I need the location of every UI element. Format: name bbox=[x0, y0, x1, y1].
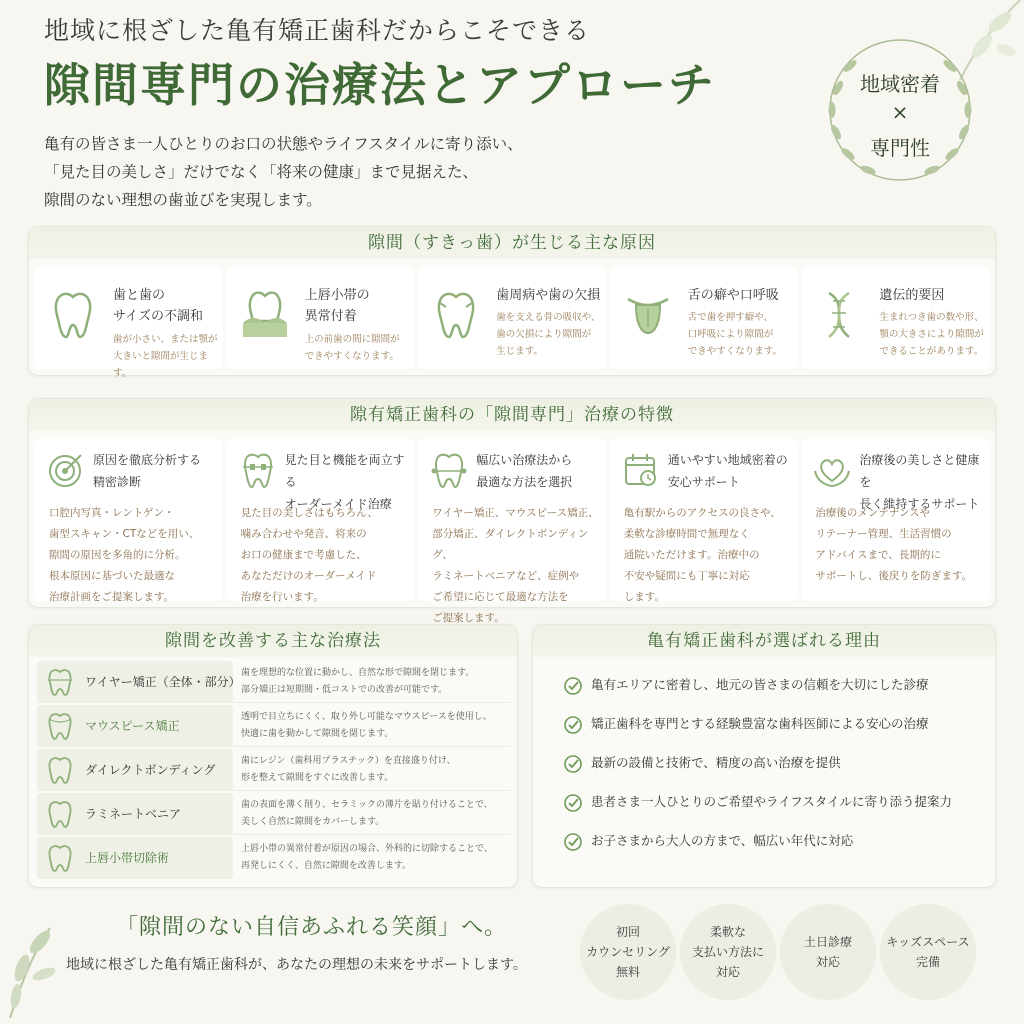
feature-desc: 亀有駅からのアクセスの良さや、 柔軟な診療時間で無理なく 通院いただけます。治療中の 不安や疑問にも丁寧に対応 します。 bbox=[623, 507, 781, 603]
calendar-icon bbox=[622, 451, 660, 489]
treatment-row bbox=[37, 749, 511, 791]
reasons-panel bbox=[532, 624, 996, 888]
feature-title: 通いやすい地域密着の 安心サポート bbox=[667, 453, 788, 489]
tooth-icon bbox=[45, 843, 75, 873]
treatment-desc: 歯を理想的な位置に動かし、自然な形で隙間を閉じます。 部分矯正は短期間・低コストでの改善が可能です。 bbox=[241, 668, 475, 695]
tongue-icon bbox=[624, 289, 672, 341]
check-circle-icon bbox=[563, 832, 583, 852]
check-circle-icon bbox=[563, 676, 583, 696]
cause-desc: 歯を支える骨の吸収や、 歯の欠損により隙間が 生じます。 bbox=[496, 312, 601, 357]
treatments-heading: 隙間を改善する主な治療法 bbox=[29, 625, 517, 657]
treatment-label bbox=[37, 749, 233, 791]
causes-panel bbox=[28, 226, 996, 379]
intro-line: 隙間のない理想の歯並びを実現します。 bbox=[44, 191, 322, 209]
cause-desc: 生まれつき歯の数や形、 顎の大きさにより隙間が できることがあります。 bbox=[879, 312, 984, 357]
causes-list bbox=[29, 261, 995, 379]
seal-badge bbox=[818, 28, 982, 192]
badge-weekend: 土日診療 対応 bbox=[780, 904, 876, 1000]
treatment-desc: 歯の表面を薄く削り、セラミックの薄片を貼り付けることで、 美しく自然に隙間をカバーします。 bbox=[241, 800, 493, 827]
target-icon bbox=[47, 451, 85, 489]
reason-item: お子さまから大人の方まで、幅広い年代に対応 bbox=[563, 831, 853, 852]
cause-desc: 歯が小さい、または顎が 大きいと隙間が生じます。 bbox=[113, 334, 218, 379]
cause-card bbox=[610, 267, 798, 369]
tagline: 「隙間のない自信あふれる笑顔」へ。 bbox=[116, 915, 508, 940]
aligner-tooth-icon bbox=[430, 451, 468, 489]
check-circle-icon bbox=[563, 715, 583, 735]
cause-desc: 舌で歯を押す癖や、 口呼吸により隙間が できやすくなります。 bbox=[687, 312, 783, 357]
features-panel bbox=[28, 398, 996, 624]
cause-card bbox=[35, 267, 223, 379]
seal-line: 専門性 bbox=[870, 136, 930, 160]
bottom-message bbox=[58, 904, 578, 988]
badge-payment: 柔軟な 支払い方法に 対応 bbox=[680, 904, 776, 1000]
feature-card bbox=[610, 439, 798, 601]
cause-title: 歯と歯の サイズの不調和 bbox=[113, 288, 203, 324]
treatment-label bbox=[37, 837, 233, 879]
intro-line: 亀有の皆さま一人ひとりのお口の状態やライフスタイルに寄り添い、 bbox=[44, 135, 523, 153]
page-subtitle: 地域に根ざした亀有矯正歯科だからこそできる bbox=[44, 16, 591, 45]
intro-line: 「見た目の美しさ」だけでなく「将来の健康」まで見据えた、 bbox=[44, 163, 479, 181]
feature-title: 幅広い治療法から 最適な方法を選択 bbox=[476, 453, 573, 489]
cause-card bbox=[418, 267, 606, 369]
tooth-icon bbox=[45, 667, 75, 697]
braces-tooth-icon bbox=[239, 451, 277, 489]
cause-card bbox=[801, 267, 989, 369]
feature-card bbox=[801, 439, 989, 601]
treatment-label bbox=[37, 705, 233, 747]
reasons-heading: 亀有矯正歯科が選ばれる理由 bbox=[533, 625, 995, 657]
tooth-icon bbox=[45, 799, 75, 829]
treatment-row bbox=[37, 793, 511, 835]
feature-desc: 口腔内写真・レントゲン・ 歯型スキャン・CTなどを用い、 隙間の原因を多角的に分析。 根本原因に基づいた最適な 治療計画をご提案します。 bbox=[49, 507, 200, 603]
treatment-desc: 歯にレジン（歯科用プラスチック）を直接盛り付け、 形を整えて隙間をすぐに改善します。 bbox=[241, 756, 456, 783]
seal-line: 地域密着 bbox=[860, 72, 940, 96]
treatment-label bbox=[37, 793, 233, 835]
sub-tagline: 地域に根ざした亀有矯正歯科が、あなたの理想の未来をサポートします。 bbox=[66, 957, 527, 973]
reason-item: 患者さま一人ひとりのご希望やライフスタイルに寄り添う提案力 bbox=[563, 792, 952, 813]
treatment-name: ダイレクトボンディング bbox=[85, 763, 216, 777]
reason-item: 矯正歯科を専門とする経験豊富な歯科医師による安心の治療 bbox=[563, 714, 929, 735]
aligner-tooth-icon bbox=[45, 711, 75, 741]
treatment-desc: 上唇小帯の異常付着が原因の場合、外科的に切除することで、 再発しにくく、自然に隙間を改善します。 bbox=[241, 844, 493, 871]
tooth-icon bbox=[49, 289, 97, 341]
reason-item: 亀有エリアに密着し、地元の皆さまの信頼を大切にした診療 bbox=[563, 675, 929, 696]
feature-card bbox=[35, 439, 223, 601]
treatment-desc: 透明で目立ちにくく、取り外し可能なマウスピースを使用し、 快適に歯を動かして隙間を閉じます。 bbox=[241, 712, 492, 739]
seal-line: × bbox=[891, 100, 909, 124]
treatment-row bbox=[37, 661, 511, 703]
cause-title: 舌の癖や口呼吸 bbox=[687, 288, 779, 303]
treatment-name: マウスピース矯正 bbox=[85, 719, 180, 733]
feature-desc: ワイヤー矯正、マウスピース矯正、 部分矯正、ダイレクトボンディング、 ラミネートベニアなど、症例や ご希望に応じて最適な方法を ご提案します。 bbox=[432, 507, 599, 624]
causes-heading: 隙間（すきっ歯）が生じる主な原因 bbox=[29, 227, 995, 259]
treatment-label bbox=[37, 661, 241, 703]
intro-text bbox=[44, 130, 824, 214]
features-list bbox=[29, 435, 995, 624]
cause-card bbox=[227, 267, 415, 369]
heart-hands-icon bbox=[813, 451, 851, 489]
cause-title: 上唇小帯の 異常付着 bbox=[304, 288, 370, 324]
treatment-name: ワイヤー矯正（全体・部分） bbox=[85, 675, 241, 689]
badge-free-counseling: 初回 カウンセリング 無料 bbox=[580, 904, 676, 1000]
features-heading: 隙有矯正歯科の「隙間専門」治療の特徴 bbox=[29, 399, 995, 431]
feature-card bbox=[227, 439, 415, 601]
badge-kids-space: キッズスペース 完備 bbox=[880, 904, 976, 1000]
page-title: 隙間専門の治療法とアプローチ bbox=[44, 58, 716, 112]
feature-title: 原因を徹底分析する 精密診断 bbox=[93, 453, 202, 489]
feature-title: 見た目と機能を両立する オーダーメイド治療 bbox=[284, 453, 405, 511]
feature-title: 治療後の美しさと健康を 長く維持するサポート bbox=[859, 453, 980, 511]
damaged-tooth-icon bbox=[432, 289, 480, 341]
treatments-panel bbox=[28, 624, 518, 888]
dna-icon bbox=[815, 289, 863, 341]
cause-title: 歯周病や歯の欠損 bbox=[496, 288, 601, 303]
check-circle-icon bbox=[563, 793, 583, 813]
feature-desc: 治療後のメンテナンスや リテーナー管理、生活習慣の アドバイスまで、長期的に サポートし、後戻りを防ぎます。 bbox=[815, 507, 973, 582]
cause-desc: 上の前歯の間に隙間が できやすくなります。 bbox=[304, 334, 400, 362]
treatment-name: 上唇小帯切除術 bbox=[85, 851, 170, 865]
cause-title: 遺伝的要因 bbox=[879, 288, 945, 303]
treatment-row bbox=[37, 837, 511, 879]
treatment-row bbox=[37, 705, 511, 747]
tooth-icon bbox=[45, 755, 75, 785]
gum-tooth-icon bbox=[241, 289, 289, 341]
treatment-name: ラミネートベニア bbox=[85, 807, 182, 821]
header bbox=[44, 14, 824, 214]
feature-desc: 見た目の美しさはもちろん、 噛み合わせや発音、将来の お口の健康まで考慮した、 あなただけのオーダーメイド 治療を行います。 bbox=[240, 507, 378, 603]
check-circle-icon bbox=[563, 754, 583, 774]
feature-card bbox=[418, 439, 606, 624]
reason-item: 最新の設備と技術で、精度の高い治療を提供 bbox=[563, 753, 841, 774]
